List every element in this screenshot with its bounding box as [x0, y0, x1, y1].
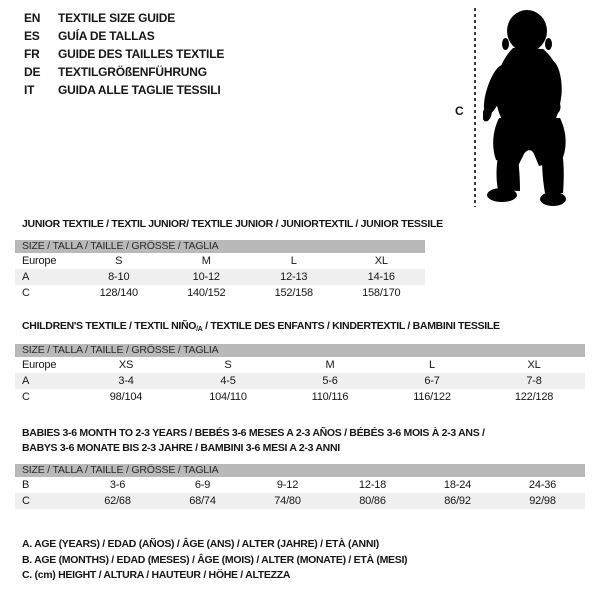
- language-row-it: [24, 81, 224, 99]
- language-code: DE: [24, 65, 41, 79]
- height-measure-dashed-line: [474, 8, 476, 207]
- height-cell: 68/74: [189, 495, 216, 507]
- babies-title-line1: BABIES 3-6 MONTH TO 2-3 YEARS / BEBÉS 3-6 MESES A 2-3 AÑOS / BÉBÉS 3-6 MOIS À 2-3 ANS /: [22, 427, 485, 439]
- age-cell: 9-12: [276, 479, 299, 491]
- babies-table: [15, 464, 585, 509]
- language-row-en: [24, 9, 224, 27]
- language-code: FR: [24, 47, 40, 61]
- height-cell: 116/122: [413, 391, 451, 403]
- legend-notes: [22, 537, 407, 584]
- size-header-row: SIZE / TALLA / TAILLE / GRÖSSE / TAGLIA: [15, 344, 585, 357]
- size-cell: XL: [527, 359, 541, 371]
- row-europe: [15, 253, 425, 269]
- age-cell: 24-36: [528, 479, 557, 491]
- language-label: GUÍA DE TALLAS: [58, 29, 155, 43]
- age-cell: 8-10: [108, 271, 130, 283]
- row-age-a: [15, 269, 425, 285]
- children-title-post: / TEXTILE DES ENFANTS / KINDERTEXTIL / BAMBINI TESSILE: [202, 320, 500, 332]
- note-age-months: B. AGE (MONTHS) / EDAD (MESES) / ÂGE (MOIS) / ALTER (MONATE) / ETÀ (MESI): [22, 553, 408, 566]
- row-age-b: [15, 477, 585, 493]
- height-measure-label: C: [455, 104, 464, 118]
- row-label: Europe: [22, 255, 57, 267]
- age-cell: 3-4: [118, 375, 134, 387]
- height-cell: 128/140: [99, 287, 138, 299]
- age-cell: 6-7: [424, 375, 440, 387]
- row-label: B: [22, 479, 30, 491]
- size-cell: XL: [374, 255, 388, 267]
- row-height-c: [15, 285, 425, 301]
- language-label: TEXTILE SIZE GUIDE: [58, 11, 176, 25]
- children-table: [15, 344, 585, 405]
- row-height-c: [15, 493, 585, 509]
- age-cell: 12-13: [280, 271, 308, 283]
- language-label: TEXTILGRÖßENFÜHRUNG: [58, 65, 207, 79]
- size-cell: XS: [118, 359, 134, 371]
- size-cell: L: [290, 255, 297, 267]
- age-cell: 7-8: [526, 375, 542, 387]
- age-cell: 10-12: [192, 271, 220, 283]
- height-cell: 92/98: [529, 495, 556, 507]
- size-cell: L: [429, 359, 435, 371]
- row-label: A: [22, 375, 30, 387]
- row-label: C: [22, 287, 30, 299]
- row-europe: [15, 357, 585, 373]
- height-cell: 62/68: [104, 495, 131, 507]
- language-code: IT: [24, 83, 35, 97]
- language-row-es: [24, 27, 224, 45]
- size-header-row: SIZE / TALLA / TAILLE / GRÖSSE / TAGLIA: [15, 240, 425, 253]
- children-title-pre: CHILDREN'S TEXTILE / TEXTIL NIÑO: [22, 320, 197, 332]
- age-cell: 14-16: [367, 271, 395, 283]
- age-cell: 18-24: [443, 479, 472, 491]
- age-cell: 3-6: [109, 479, 126, 491]
- language-list: [24, 9, 224, 99]
- age-cell: 12-18: [358, 479, 387, 491]
- toddler-silhouette: [483, 8, 575, 208]
- row-label: Europe: [22, 359, 57, 371]
- row-label: C: [22, 495, 30, 507]
- size-cell: M: [325, 359, 335, 371]
- size-cell: S: [224, 359, 232, 371]
- height-cell: 86/92: [444, 495, 471, 507]
- language-code: EN: [24, 11, 41, 25]
- junior-table: [15, 240, 425, 301]
- age-cell: 4-5: [220, 375, 236, 387]
- children-title-subscript: /A: [196, 326, 203, 333]
- babies-table-title: [22, 426, 485, 456]
- row-age-a: [15, 373, 585, 389]
- age-cell: 5-6: [322, 375, 338, 387]
- height-cell: 74/80: [274, 495, 301, 507]
- height-cell: 158/170: [362, 287, 401, 299]
- junior-table-title: JUNIOR TEXTILE / TEXTIL JUNIOR/ TEXTILE JUNIOR / JUNIORTEXTIL / JUNIOR TESSILE: [22, 218, 443, 230]
- language-row-fr: [24, 45, 224, 63]
- children-table-title: [22, 320, 500, 333]
- height-cell: 98/104: [109, 391, 143, 403]
- size-cell: M: [201, 255, 211, 267]
- row-label: A: [22, 271, 30, 283]
- language-label: GUIDA ALLE TAGLIE TESSILI: [58, 83, 221, 97]
- size-header-row: SIZE / TALLA / TAILLE / GRÖSSE / TAGLIA: [15, 464, 585, 477]
- note-height-cm: C. (cm) HEIGHT / ALTURA / HAUTEUR / HÖHE / ALTEZZA: [22, 569, 291, 581]
- height-cell: 104/110: [209, 391, 247, 403]
- height-cell: 80/86: [359, 495, 386, 507]
- height-cell: 140/152: [187, 287, 226, 299]
- row-height-c: [15, 389, 585, 405]
- height-cell: 110/116: [311, 391, 349, 403]
- babies-title-line2: BABYS 3-6 MONATE BIS 2-3 JAHRE / BAMBINI 3-6 MESI A 2-3 ANNI: [22, 442, 340, 454]
- language-label: GUIDE DES TAILLES TEXTILE: [58, 47, 225, 61]
- height-cell: 122/128: [514, 391, 554, 403]
- language-row-de: [24, 63, 224, 81]
- language-code: ES: [24, 29, 40, 43]
- age-cell: 6-9: [194, 479, 211, 491]
- note-age-years: A. AGE (YEARS) / EDAD (AÑOS) / ÂGE (ANS) / ALTER (JAHRE) / ETÀ (ANNI): [22, 538, 379, 550]
- height-cell: 152/158: [274, 287, 313, 299]
- row-label: C: [22, 391, 30, 403]
- size-cell: S: [115, 255, 123, 267]
